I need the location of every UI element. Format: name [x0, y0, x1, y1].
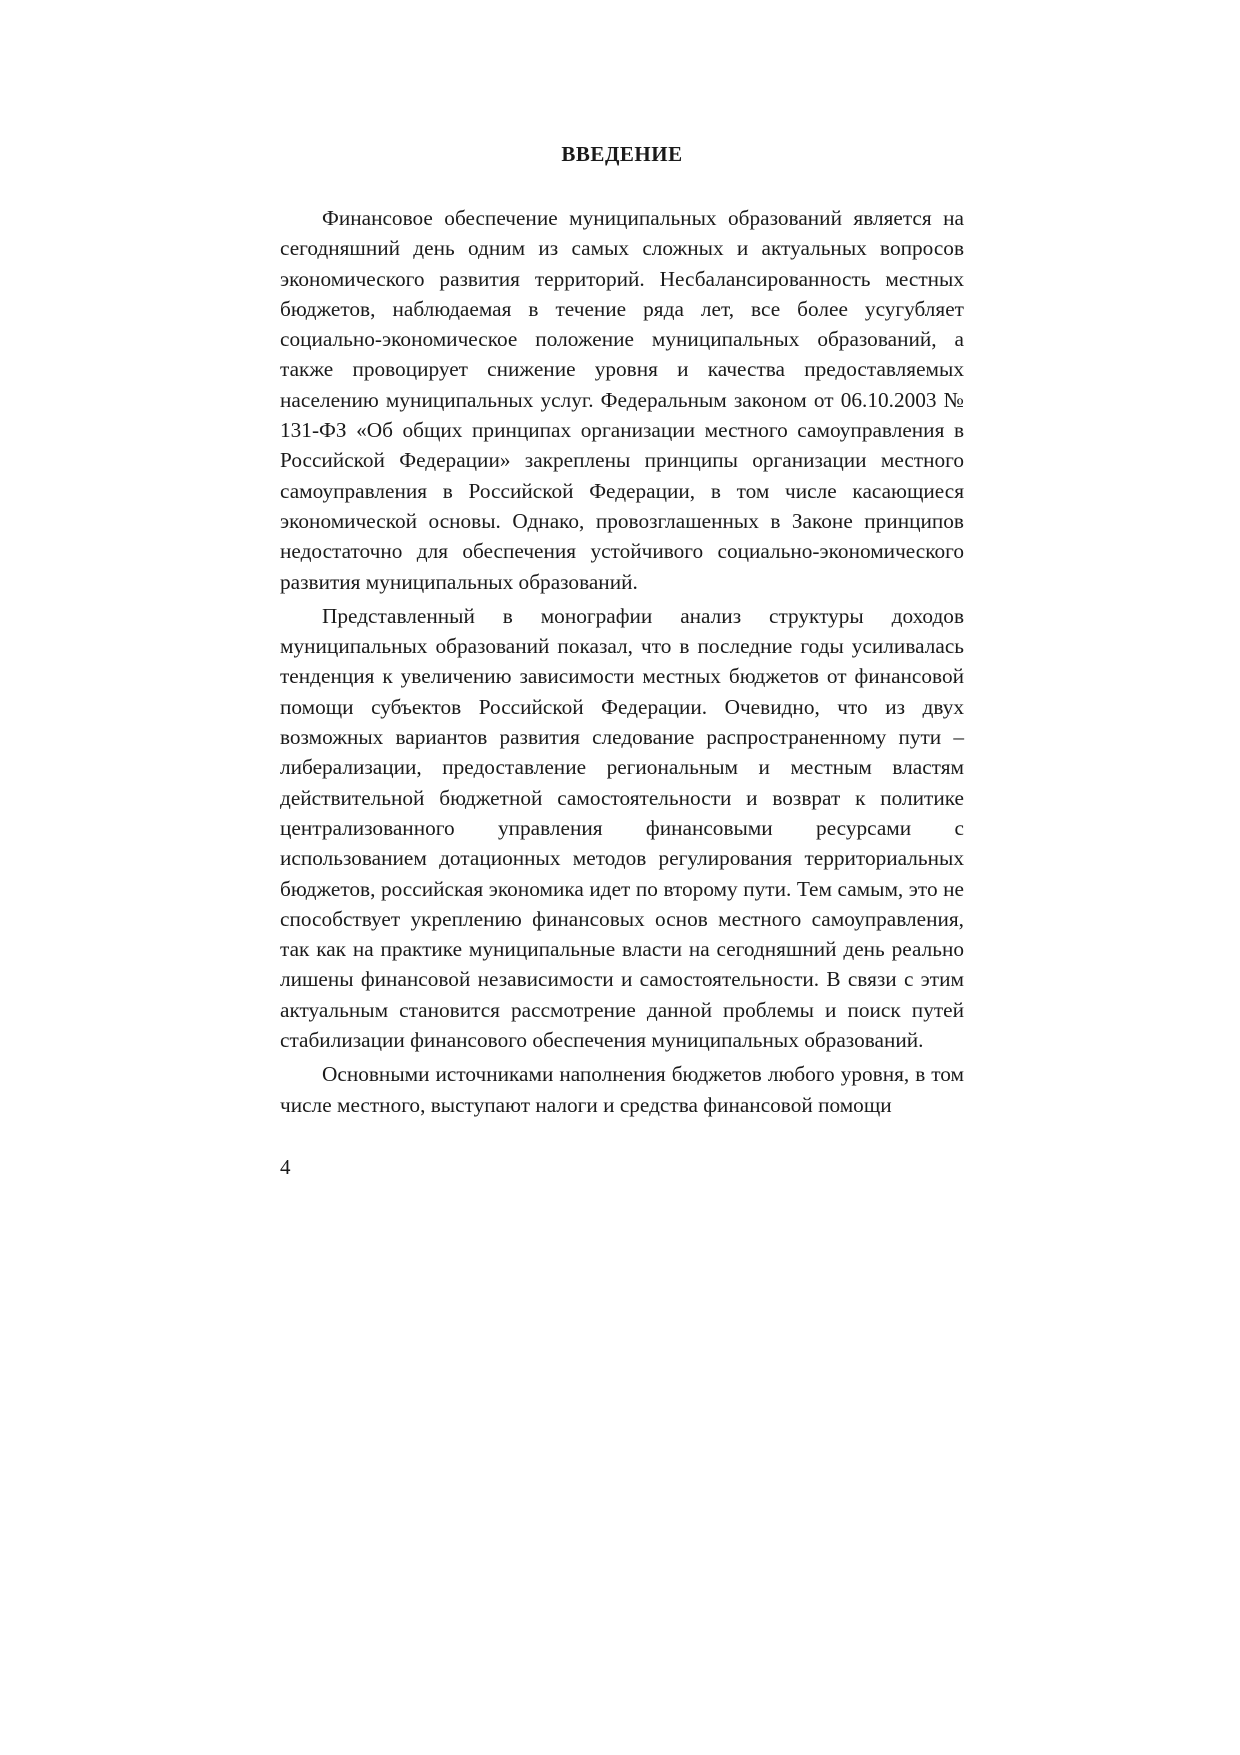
- body-text: [280, 203, 964, 1124]
- paragraph-3: Основными источниками наполнения бюджетов любого уровня, в том числе местного, выступают налоги и средства финансовой помощи: [280, 1062, 964, 1117]
- paragraph-1: Финансовое обеспечение муниципальных образований является на сегодняшний день одним из самых сложных и актуальных вопросов экономического развития территорий. Несбалансированность местных бюджетов, наблюдаемая в течение ряда лет, все более усугубляет социально-экономическое положение муниципальных образований, а также провоцирует снижение уровня и качества предоставляемых населению муниципальных услуг. Федеральным законом от 06.10.2003 № 131-ФЗ «Об общих принципах организации местного самоуправления в Российской Федерации» закреплены принципы организации местного самоуправления в Российской Федерации, в том числе касающиеся экономической основы. Однако, провозглашенных в Законе принципов недостаточно для обеспечения устойчивого социально-экономического развития муниципальных образований.: [280, 206, 964, 594]
- paragraph-2: Представленный в монографии анализ структуры доходов муниципальных образований показал, что в последние годы усиливалась тенденция к увеличению зависимости местных бюджетов от финансовой помощи субъектов Российской Федерации. Очевидно, что из двух возможных вариантов развития следование распространенному пути – либерализации, предоставление региональным и местным властям действительной бюджетной самостоятельности и возврат к политике централизованного управления финансовыми ресурсами с использованием дотационных методов регулирования территориальных бюджетов, российская экономика идет по второму пути. Тем самым, это не способствует укреплению финансовых основ местного самоуправления, так как на практике муниципальные власти на сегодняшний день реально лишены финансовой независимости и самостоятельности. В связи с этим актуальным становится рассмотрение данной проблемы и поиск путей стабилизации финансового обеспечения муниципальных образований.: [280, 603, 964, 1053]
- page-title: ВВЕДЕНИЕ: [561, 142, 683, 166]
- page-number: 4: [280, 1155, 291, 1179]
